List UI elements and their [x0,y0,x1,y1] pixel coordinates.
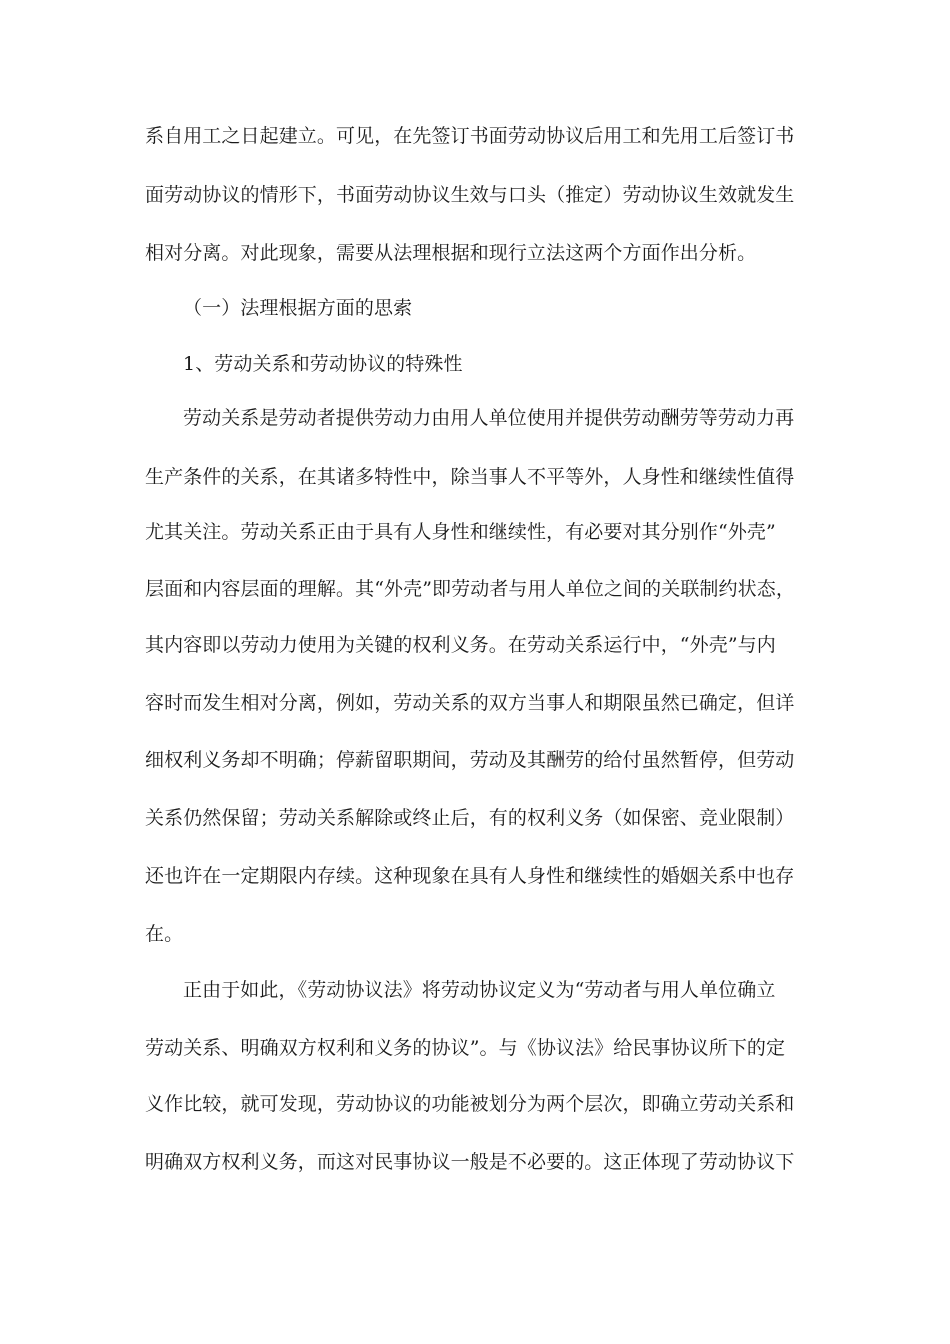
text-line: 生产条件的关系，在其诸多特性中，除当事人不平等外，人身性和继续性值得 [145,466,795,488]
text-line: 层面和内容层面的理解。其“外壳”即劳动者与用人单位之间的关联制约状态， [145,578,795,600]
text-line: 相对分离。对此现象，需要从法理根据和现行立法这两个方面作出分析。 [145,242,757,264]
text-line: 面劳动协议的情形下，书面劳动协议生效与口头（推定）劳动协议生效就发生 [145,184,795,206]
text-line: 明确双方权利义务，而这对民事协议一般是不必要的。这正体现了劳动协议下 [145,1151,795,1173]
text-line: 容时而发生相对分离，例如，劳动关系的双方当事人和期限虽然已确定，但详 [145,692,795,714]
text-line: 细权利义务却不明确；停薪留职期间，劳动及其酬劳的给付虽然暂停，但劳动 [145,749,795,771]
text-line: 关系仍然保留；劳动关系解除或终止后，有的权利义务（如保密、竞业限制） [145,807,795,829]
text-line: 劳动关系、明确双方权利和义务的协议”。与《协议法》给民事协议所下的定 [145,1037,786,1059]
text-line: 尤其关注。劳动关系正由于具有人身性和继续性，有必要对其分别作“外壳” [145,521,776,543]
text-line: 其内容即以劳动力使用为关键的权利义务。在劳动关系运行中，“外壳”与内 [145,634,776,656]
text-line: 义作比较，就可发现，劳动协议的功能被划分为两个层次，即确立劳动关系和 [145,1093,795,1115]
text-line: 系自用工之日起建立。可见，在先签订书面劳动协议后用工和先用工后签订书 [145,125,795,147]
text-line: 在。 [145,923,184,945]
text-line: 劳动关系是劳动者提供劳动力由用人单位使用并提供劳动酬劳等劳动力再 [183,407,795,429]
text-line: 还也许在一定期限内存续。这种现象在具有人身性和继续性的婚姻关系中也存 [145,865,795,887]
subsection-heading: 1、劳动关系和劳动协议的特殊性 [183,353,463,375]
section-heading: （一）法理根据方面的思索 [183,297,413,319]
text-line: 正由于如此，《劳动协议法》将劳动协议定义为“劳动者与用人单位确立 [183,979,776,1001]
